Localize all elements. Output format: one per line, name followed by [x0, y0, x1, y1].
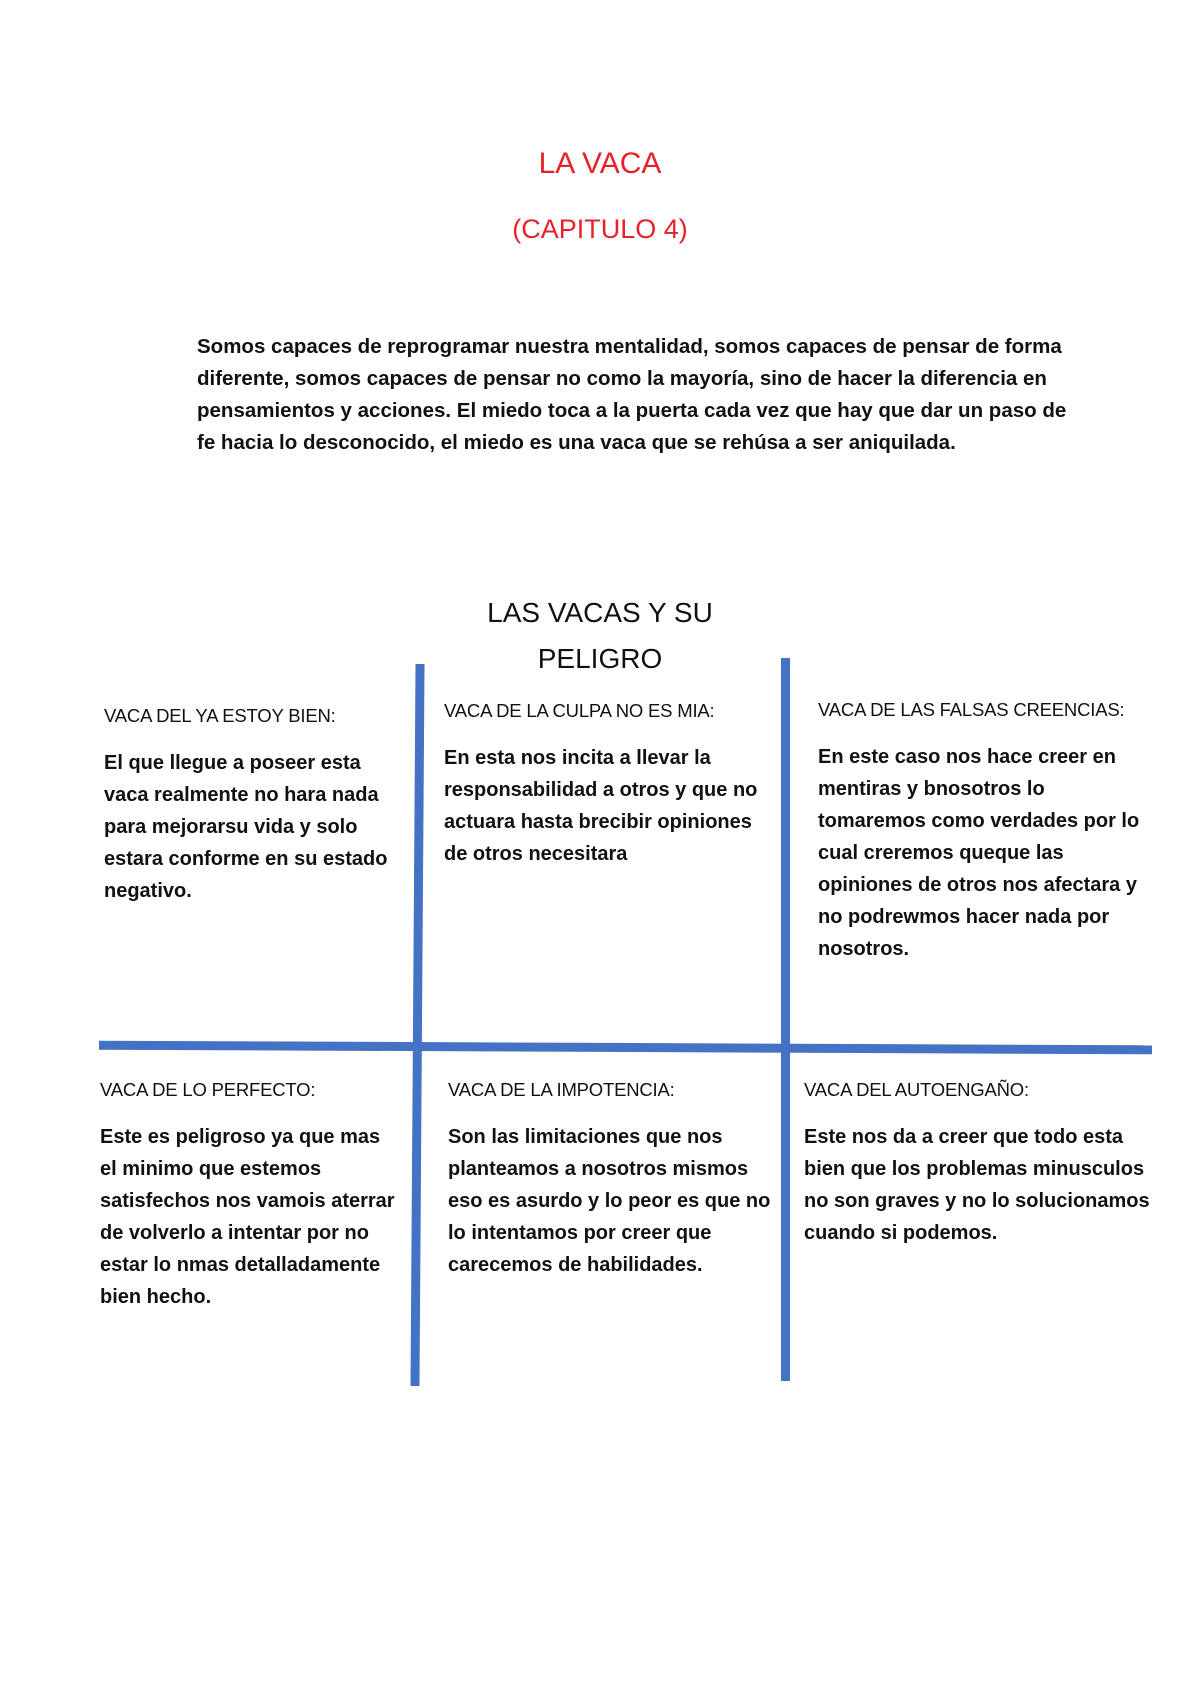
- cell-body: En este caso nos hace creer en mentiras y bnosotros lo tomaremos como verdades por lo cual creremos queque las opiniones de otros nos afectara y no podrewmos hacer nada por nosotros.: [818, 746, 1140, 960]
- cell-vaca-ya-estoy-bien: [104, 705, 404, 907]
- cell-title: VACA DE LAS FALSAS CREENCIAS:: [818, 699, 1125, 720]
- section-heading: [430, 590, 770, 682]
- cell-body: Son las limitaciones que nos planteamos a nosotros mismos eso es asurdo y lo peor es que no lo intentamos por creer que carecemos de habilidades.: [448, 1126, 771, 1276]
- cell-vaca-autoengano: [804, 1079, 1164, 1249]
- section-heading-line1: LAS VACAS Y SU: [487, 597, 713, 628]
- intro-paragraph: Somos capaces de reprogramar nuestra mentalidad, somos capaces de pensar de forma diferente, somos capaces de pensar no como la mayoría, sino de hacer la diferencia en pensamientos y acciones. El miedo toca a la puerta cada vez que hay que dar un paso de fe hacia lo desconocido, el miedo es una vaca que se rehúsa a ser aniquilada.: [197, 335, 1067, 454]
- cell-title: VACA DEL AUTOENGAÑO:: [804, 1079, 1029, 1100]
- cell-vaca-falsas-creencias: [818, 699, 1158, 965]
- cell-vaca-lo-perfecto: [100, 1079, 400, 1313]
- page-title: LA VACA: [538, 147, 662, 180]
- cell-body: Este es peligroso ya que mas el minimo que estemos satisfechos nos vamois aterrar de volverlo a intentar por no estar lo nmas detalladamente bien hecho.: [100, 1126, 395, 1308]
- cell-title: VACA DE LA CULPA NO ES MIA:: [444, 700, 715, 721]
- cell-title: VACA DE LA IMPOTENCIA:: [448, 1079, 675, 1100]
- cell-body: El que llegue a poseer esta vaca realmente no hara nada para mejorarsu vida y solo estara conforme en su estado negativo.: [104, 752, 388, 902]
- cell-vaca-impotencia: [448, 1079, 783, 1281]
- cell-title: VACA DEL YA ESTOY BIEN:: [104, 705, 336, 726]
- section-heading-line2: PELIGRO: [537, 643, 663, 674]
- cell-vaca-culpa-no-es-mia: [444, 700, 774, 870]
- chapter-subtitle: (CAPITULO 4): [512, 214, 688, 244]
- grid-line-horizontal: [99, 1041, 1152, 1055]
- grid-line-vertical-left: [410, 664, 424, 1386]
- cell-body: En esta nos incita a llevar la responsabilidad a otros y que no actuara hasta brecibir opiniones de otros necesitara: [444, 747, 758, 865]
- cell-body: Este nos da a creer que todo esta bien que los problemas minusculos no son graves y no lo solucionamos cuando si podemos.: [804, 1126, 1150, 1244]
- cell-title: VACA DE LO PERFECTO:: [100, 1079, 316, 1100]
